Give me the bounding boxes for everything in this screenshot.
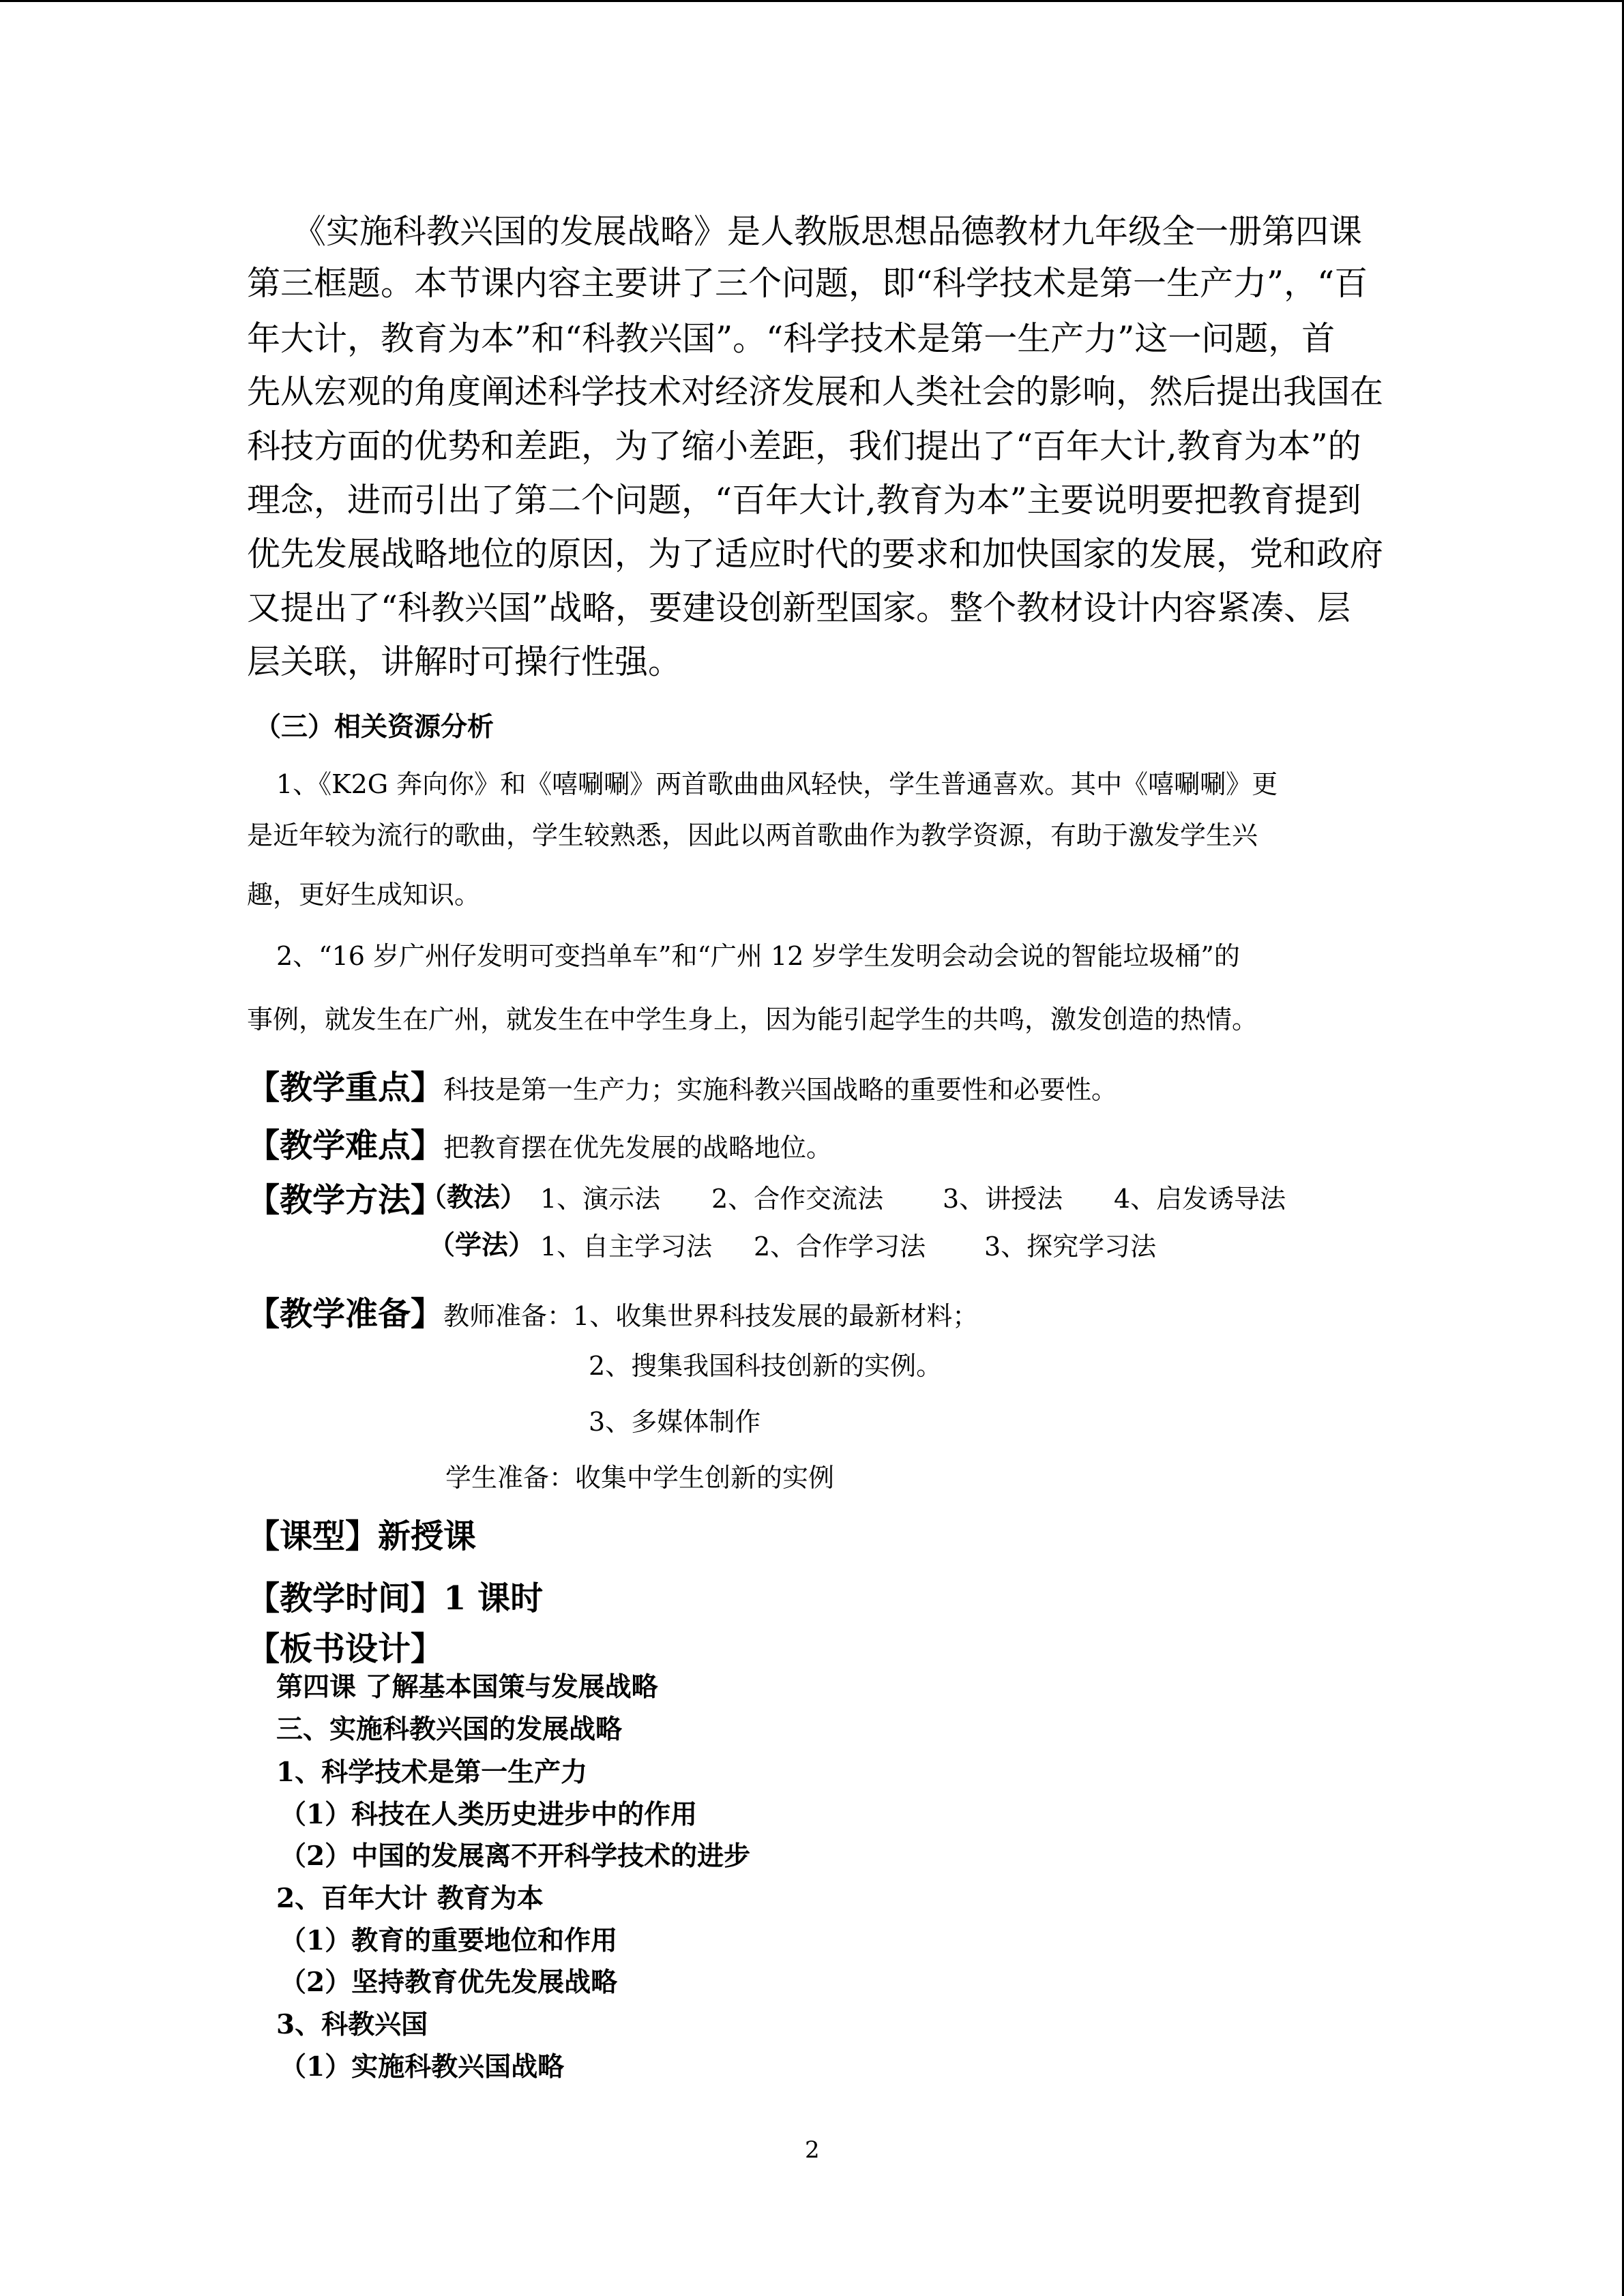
teacher-prep-item: 1、收集世界科技发展的最新材料； <box>573 1301 979 1331</box>
board-line: 2、百年大计 教育为本 <box>276 1883 544 1914</box>
resource-item-1-line: 1、《K2G 奔向你》和《嘻唰唰》两首歌曲曲风轻快，学生普通喜欢。其中《嘻唰唰》更 <box>276 769 1278 799</box>
board-line: 第四课 了解基本国策与发展战略 <box>276 1671 658 1703</box>
board-line: （1）科技在人类历史进步中的作用 <box>280 1799 698 1830</box>
board-line: （1）教育的重要地位和作用 <box>280 1925 618 1956</box>
intro-line: 科技方面的优势和差距，为了缩小差距，我们提出了“百年大计,教育为本”的 <box>247 427 1361 466</box>
page-number: 2 <box>805 2136 820 2164</box>
key-points-text: 科技是第一生产力；实施科教兴国战略的重要性和必要性。 <box>443 1075 1118 1105</box>
board-line: （2）坚持教育优先发展战略 <box>280 1967 618 1998</box>
resources-heading: （三）相关资源分析 <box>254 711 494 743</box>
preparation-row <box>247 1287 978 1335</box>
resource-item-2-line: 2、“16 岁广州仔发明可变挡单车”和“广州 12 岁学生发明会动会说的智能垃圾桶”的 <box>276 941 1240 971</box>
board-line: （2）中国的发展离不开科学技术的进步 <box>280 1840 751 1872</box>
preparation-label: 【教学准备】 <box>247 1295 444 1333</box>
difficulty-label: 【教学难点】 <box>247 1127 444 1165</box>
methods-label: 【教学方法】 <box>247 1181 444 1219</box>
student-prep-line: 学生准备：收集中学生创新的实例 <box>445 1463 835 1493</box>
board-heading: 【板书设计】 <box>247 1630 444 1668</box>
methods-row <box>247 1174 443 1221</box>
learn-method-item: 2、合作学习法 <box>754 1232 926 1262</box>
learn-method-label: （学法） <box>428 1229 535 1261</box>
resource-item-2-line: 事例，就发生在广州，就发生在中学生身上，因为能引起学生的共鸣，激发创造的热情。 <box>247 1004 1258 1034</box>
lesson-type: 【课型】新授课 <box>247 1517 477 1555</box>
difficulty-text: 把教育摆在优先发展的战略地位。 <box>443 1133 833 1163</box>
intro-line: 又提出了“科教兴国”战略，要建设创新型国家。整个教材设计内容紧凑、层 <box>247 588 1351 627</box>
key-points-row <box>247 1061 1117 1108</box>
teach-method-item: 4、启发诱导法 <box>1114 1184 1286 1214</box>
resource-item-1-line: 趣，更好生成知识。 <box>247 880 481 910</box>
intro-line: 理念，进而引出了第二个问题，“百年大计,教育为本”主要说明要把教育提到 <box>247 481 1361 520</box>
intro-line: 层关联，讲解时可操行性强。 <box>247 642 682 681</box>
lesson-time: 【教学时间】1 课时 <box>247 1579 544 1617</box>
board-line: （1）实施科教兴国战略 <box>280 2051 565 2083</box>
intro-line: 《实施科教兴国的发展战略》是人教版思想品德教材九年级全一册第四课 <box>293 212 1363 251</box>
intro-line: 先从宏观的角度阐述科学技术对经济发展和人类社会的影响，然后提出我国在 <box>247 372 1384 411</box>
teach-method-item: 1、演示法 <box>540 1184 661 1214</box>
teacher-prep-label: 教师准备： <box>443 1301 574 1331</box>
intro-line: 第三框题。本节课内容主要讲了三个问题，即“科学技术是第一生产力”，“百 <box>247 264 1368 303</box>
teacher-prep-item: 3、多媒体制作 <box>589 1407 761 1437</box>
learn-method-item: 3、探究学习法 <box>984 1232 1157 1262</box>
teach-method-item: 3、讲授法 <box>943 1184 1063 1214</box>
difficulty-row <box>247 1119 832 1166</box>
board-line: 1、科学技术是第一生产力 <box>276 1757 588 1788</box>
teach-method-item: 2、合作交流法 <box>711 1184 884 1214</box>
key-points-label: 【教学重点】 <box>247 1069 444 1107</box>
intro-line: 优先发展战略地位的原因，为了适应时代的要求和加快国家的发展，党和政府 <box>247 535 1384 573</box>
board-line: 三、实施科教兴国的发展战略 <box>276 1714 623 1745</box>
learn-method-item: 1、自主学习法 <box>540 1232 713 1262</box>
intro-line: 年大计，教育为本”和“科教兴国”。“科学技术是第一生产力”这一问题，首 <box>247 319 1335 358</box>
resource-item-1-line: 是近年较为流行的歌曲，学生较熟悉，因此以两首歌曲作为教学资源，有助于激发学生兴 <box>247 820 1258 850</box>
teach-method-label: （教法） <box>420 1182 527 1213</box>
board-line: 3、科教兴国 <box>276 2009 428 2040</box>
teacher-prep-item: 2、搜集我国科技创新的实例。 <box>589 1351 943 1381</box>
